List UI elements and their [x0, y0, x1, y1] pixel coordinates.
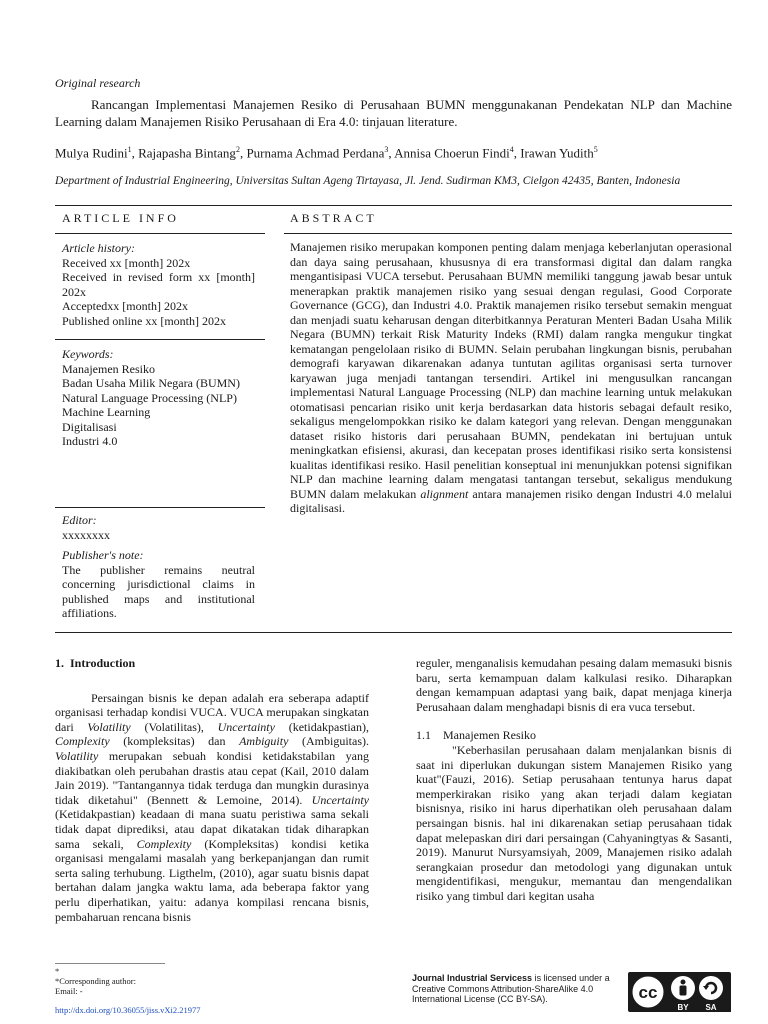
term: Volatility — [55, 748, 99, 763]
author: Mulya Rudini — [55, 145, 128, 161]
email: Email: - — [55, 986, 83, 996]
subsection-title: Manajemen Resiko — [443, 728, 536, 743]
text-run: (kompleksitas) dan — [109, 734, 240, 749]
keyword: Manajemen Resiko — [62, 361, 155, 376]
by-label: BY — [677, 1003, 689, 1012]
author-sup: 1 — [127, 145, 132, 154]
intro-right-column — [416, 656, 732, 904]
affiliation: Department of Industrial Engineering, Universitas Sultan Ageng Tirtayasa, Jl. Jend. Sudirman KM3, Cielgon 42435, Banten, Indonesia — [55, 175, 681, 187]
term: Uncertainty — [217, 719, 275, 734]
author-sup: 4 — [509, 145, 514, 154]
keywords-block — [62, 347, 255, 449]
paper-title: Rancangan Implementasi Manajemen Resiko di Perusahaan BUMN menggunakanan Pendekatan NLP dan Machine Learning dalam Manajemen Risiko Perusahaan di Era 4.0: tinjauan literature. — [55, 97, 732, 129]
text-run: (Volatilitas), — [130, 719, 218, 734]
subsection-heading — [416, 728, 732, 743]
footnote-rule — [55, 963, 165, 964]
author: Rajapasha Bintang — [138, 145, 236, 161]
keyword: Badan Usaha Milik Negara (BUMN) — [62, 376, 240, 390]
term: Complexity — [55, 734, 110, 749]
history-label: Article history: — [62, 241, 135, 255]
text-run: Persaingan bisnis ke depan adalah era seberapa adaptif organisasi terhadap kondisi VUCA. VUCA merupakan singkatan dari — [55, 690, 369, 734]
cc-license-icon — [628, 972, 731, 1012]
editor-label: Editor: — [62, 513, 97, 527]
doi-link[interactable]: http://dx.doi.org/10.36055/jiss.vXi2.21977 — [55, 1005, 201, 1015]
corresponding-author: *Corresponding author: — [55, 976, 136, 986]
author: Irawan Yudith — [520, 145, 594, 161]
term: Ambiguity — [239, 734, 289, 749]
publisher-note-label: Publisher's note: — [62, 548, 144, 562]
intro-paragraph — [55, 691, 369, 925]
text-run: merupakan sebuah kondisi ketidakstabilan yang diakibatkan oleh perubahan drastis atau cepat (Kail, 2010 dalam Jain 2019). "Tantangannya tidak terduga dan mungkin durasinya tidak diketahui" (Bennett & Lemoine, 2014). — [55, 748, 369, 807]
intro-continued: reguler, menganalisis kemudahan pesaing dalam memasuki bisnis baru, serta kemampuan dalam kalkulasi resiko. Diharapkan dengan kemampuan adaptasi yang baik, dapat menjaga kinerja Perusahaan dalam menghadapi bisnis di era vuca tersebut. — [416, 656, 732, 714]
keywords-label: Keywords: — [62, 347, 114, 361]
subsection-number: 1.1 — [416, 728, 431, 743]
footnotes — [55, 966, 305, 1015]
info-divider-2 — [55, 507, 265, 508]
top-rule — [55, 205, 732, 206]
abstract-text — [290, 240, 732, 516]
author: Purnama Achmad Perdana — [246, 145, 385, 161]
term: Uncertainty — [311, 792, 369, 807]
info-divider-1 — [55, 339, 265, 340]
history-received: Received xx [month] 202x — [62, 255, 191, 270]
abstract-italic: alignment — [420, 486, 469, 501]
term: Complexity — [136, 836, 192, 851]
author-sup: 5 — [593, 145, 598, 154]
article-info-heading: ARTICLE INFO — [62, 211, 179, 225]
text-run: (Ketidakpastian) keadaan di mana suatu peristiwa sama sekali tidak dapat diprediksi, atau dapat dikatakan tidak diharapkan sama sekali, — [55, 807, 369, 851]
history-revised: Received in revised form xx [month] 202x — [62, 270, 255, 299]
footnote-mark: * — [55, 966, 60, 976]
article-type: Original research — [55, 76, 141, 90]
editor-block — [62, 513, 255, 621]
keyword: Machine Learning — [62, 405, 151, 419]
section-heading — [55, 656, 369, 671]
intro-left-column — [55, 656, 369, 924]
author-sup: 3 — [384, 145, 389, 154]
abstract-body-end: antara manajemen risiko dengan Industri 4.0 melalui digitalisasi. — [290, 486, 732, 515]
bottom-rule — [55, 632, 732, 633]
abstract-body: Manajemen risiko merupakan komponen penting dalam menjaga keberlanjutan operasional dan daya saing perusahaan, khususnya di era transformasi digital dan dalam rangka mengantisipasi VUCA tersebut. Perusahaan BUMN memiliki tanggung jawab besar untuk menerapkan praktik manajemen risiko yang sesuai dengan regulasi, Good Corporate Governance (GCG), dan Industri 4.0. Praktik manajemen risiko tersebut semakin menguat dan menjadi suatu keharusan dengan diterbitkannya Peraturan Menteri Badan Usaha Milik Negara (BUMN) terkait Risk Maturity Indeks (RMI) dalam rangka mengukur tingkat kematangan pengelolaan risiko di BUMN. Selain perubahan lingkungan bisnis, perubahan demografi karyawan dikarenakan adanya tuntutan agilitas organisasi serta turnover karyawan juga menjadi tantangan tersendiri. Artikel ini mengusulkan rancangan implementasi Natural Language Processing (NLP) dan machine learning untuk melakukan otomatisasi pencarian risiko unit kerja berdasarkan data historis sebagai default resiko, sekaligus mengelompokkan risiko ke dalam kategori yang relevan. Dengan menggunakan dataset risiko historis dari perusahaan BUMN, pendekatan ini bertujuan untuk meningkatkan efisiensi, akurasi, dan kecepatan proses identifikasi risiko serta konsistensi kualitas identifikasi resiko. Hasil penelitian konseptual ini menunjukkan potensi signifikan NLP dan machine learning dalam mengatasi tantangan tersebut, sekaligus mendukung BUMN dalam melakukan — [290, 240, 732, 501]
journal-name: Journal Industrial Servicess — [412, 973, 533, 983]
subsection-paragraph: "Keberhasilan perusahaan dalam menjalankan bisnis di saat ini diperlukan dukungan sistem Manajemen Risiko yang kuat"(Fauzi, 2016). Setiap perusahaan tentunya harus dapat memperkirakan risiko yang akan terjadi dalam kegiatan bisnisnya, risiko ini harus diperhatikan oleh perusahaan dalam persaingan bisnis. hal ini dikarenakan setiap perusahaan tidak dapat melepaskan diri dari persaingan (Cahyaningtyas & Sasanti, 2019). Manurut Nursyamsiyah, 2009, Manajemen risiko adalah serangkaian prosedur dan metodologi yang digunakan untuk mengidentifikasi, mengukur, memantau dan mengendalikan risiko yang timbul dari kegitan usaha — [416, 742, 732, 903]
author: Annisa Choerun Findi — [394, 145, 510, 161]
text-run: (Kompleksitas) kondisi ketika organisasi mengalami masalah yang berkepanjangan dan rumit serta saling terhubung. Ligthelm, (2010), agar suatu bisnis dapat bertahan dalam jangka waktu lama, ada beberapa faktor yang perlu diperhatikan, yaitu: adanya kompilasi rencana bisnis, pembaharuan rencana bisnis — [55, 836, 369, 924]
section-number: 1. — [55, 656, 64, 670]
publisher-note: The publisher remains neutral concerning jurisdictional claims in published maps and institutional affiliations. — [62, 562, 255, 620]
term: Volatility — [87, 719, 131, 734]
text-run: (Ambiguitas). — [288, 734, 369, 749]
cc-text: cc — [638, 983, 658, 1002]
abstract-heading: ABSTRACT — [290, 211, 377, 225]
section-title: Introduction — [70, 656, 136, 670]
keyword: Digitalisasi — [62, 419, 117, 434]
history-published: Published online xx [month] 202x — [62, 313, 226, 328]
abstract-head-rule — [284, 233, 732, 234]
author-sup: 2 — [235, 145, 240, 154]
editor-value: xxxxxxxx — [62, 527, 110, 542]
cc-by-sa-badge[interactable] — [628, 972, 731, 1012]
keyword: Industri 4.0 — [62, 434, 118, 448]
text-run: (ketidakpastian), — [274, 719, 370, 734]
license-text — [412, 973, 630, 1005]
license-statement: is licensed under a Creative Commons Attribution-ShareAlike 4.0 International License (CC BY-SA). — [412, 973, 610, 1004]
author-list: Mulya Rudini$^1$, Rajapasha Bintang$^2$, Purnama Achmad Perdana$^3$, Annisa Choerun Findi$^4$, Irawan Yudith$^5$ — [55, 145, 598, 161]
history-accepted: Acceptedxx [month] 202x — [62, 299, 188, 313]
sa-label: SA — [705, 1003, 717, 1012]
keyword: Natural Language Processing (NLP) — [62, 390, 237, 405]
article-history — [62, 241, 255, 328]
info-head-rule — [55, 233, 265, 234]
